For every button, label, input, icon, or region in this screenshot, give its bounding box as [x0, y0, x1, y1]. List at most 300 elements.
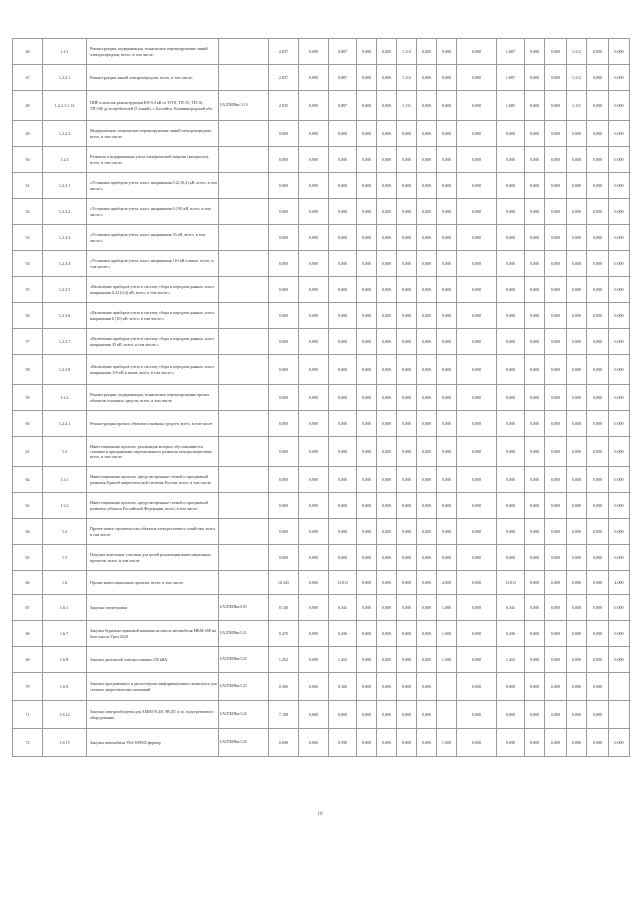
value-cell: 0,000 [457, 173, 497, 199]
value-cell: 0,000 [567, 251, 587, 277]
row-number-cell: 63 [13, 493, 43, 519]
value-cell: 0,000 [397, 329, 417, 355]
value-cell: 0,000 [567, 199, 587, 225]
value-cell: 0,000 [269, 225, 299, 251]
project-name-cell: Модернизация, техническое перевооружение линий электропередачи, всего, в том числе: [87, 121, 219, 147]
value-cell: 0,000 [587, 493, 609, 519]
value-cell: 0,000 [269, 173, 299, 199]
value-cell: 0,000 [377, 467, 397, 493]
value-cell: 0,000 [397, 385, 417, 411]
value-cell: 0,000 [609, 437, 630, 467]
project-name-cell: Реконструкция прочих объектов основных средств, всего, в том числе: [87, 411, 219, 437]
row-id-cell: 1.2.3.3 [43, 225, 87, 251]
value-cell: 0,000 [609, 355, 630, 385]
value-cell: 0,000 [497, 225, 525, 251]
row-id-cell: 1.2.3.2 [43, 199, 87, 225]
row-id-cell: 1.5 [43, 545, 87, 571]
value-cell: 0,000 [299, 355, 329, 385]
value-cell: 0,000 [397, 621, 417, 647]
value-cell: 1,685 [497, 91, 525, 121]
row-id-cell: 1.2.1 [43, 39, 87, 65]
project-name-cell: Закупка электрообогрева для АМВЛ-0,4/6 ЭВ ДТ и эл. подогреваемого оборудования [87, 701, 219, 729]
value-cell: 0,000 [269, 355, 299, 385]
value-cell: 0,000 [357, 91, 377, 121]
value-cell: 0,000 [299, 437, 329, 467]
value-cell: 0,000 [525, 519, 545, 545]
value-cell: 0,000 [609, 493, 630, 519]
project-name-cell: «Установка приборов учета, класс напряжения 6 (10) кВ, всего, в том числе:» [87, 199, 219, 225]
value-cell: 1,687 [497, 65, 525, 91]
value-cell: 0,000 [329, 467, 357, 493]
value-cell: 0,000 [357, 277, 377, 303]
value-cell: 0,000 [587, 673, 609, 701]
value-cell: 0,000 [609, 65, 630, 91]
value-cell: 0,000 [457, 411, 497, 437]
project-code-cell [219, 571, 269, 595]
value-cell: 0,000 [437, 303, 457, 329]
project-name-cell: «Установка приборов учета, класс напряжения 110 кВ и выше, всего, в том числе:» [87, 251, 219, 277]
value-cell: 0,000 [457, 467, 497, 493]
value-cell: 0,000 [457, 437, 497, 467]
value-cell: 0,000 [377, 385, 397, 411]
value-cell: 0,000 [299, 519, 329, 545]
project-code-cell [219, 199, 269, 225]
row-number-cell: 62 [13, 467, 43, 493]
table-row [13, 673, 630, 701]
value-cell: 0,000 [437, 277, 457, 303]
value-cell: 0,887 [329, 65, 357, 91]
table-row [13, 467, 630, 493]
value-cell: 0,000 [457, 729, 497, 757]
value-cell: 0,000 [545, 571, 567, 595]
value-cell: 0,000 [417, 199, 437, 225]
value-cell: 0,000 [457, 571, 497, 595]
row-id-cell: 1.2.3.4 [43, 251, 87, 277]
value-cell: 0,000 [437, 467, 457, 493]
value-cell: 0,000 [269, 251, 299, 277]
value-cell: 0,000 [357, 493, 377, 519]
value-cell: 0,000 [269, 493, 299, 519]
value-cell: 0,000 [457, 251, 497, 277]
row-id-cell: 1.3 [43, 437, 87, 467]
value-cell: 0,000 [609, 519, 630, 545]
value-cell: 0,000 [357, 385, 377, 411]
row-id-cell: 1.6 [43, 571, 87, 595]
page-number: 10 [317, 812, 323, 817]
value-cell: 0,000 [457, 647, 497, 673]
value-cell: 0,000 [377, 621, 397, 647]
value-cell: 1,112 [397, 65, 417, 91]
project-code-cell [219, 329, 269, 355]
row-id-cell: 1.2.2.2 [43, 121, 87, 147]
table-row [13, 493, 630, 519]
value-cell: 0,000 [609, 467, 630, 493]
value-cell: 0,000 [545, 65, 567, 91]
value-cell: 0,000 [299, 121, 329, 147]
value-cell: 0,000 [609, 199, 630, 225]
value-cell: 0,690 [497, 729, 525, 757]
value-cell: 0,000 [545, 303, 567, 329]
value-cell: 0,000 [357, 701, 377, 729]
value-cell: 0,000 [567, 595, 587, 621]
value-cell: 0,000 [377, 571, 397, 595]
value-cell [609, 701, 630, 729]
row-number-cell: 48 [13, 91, 43, 121]
row-id-cell: 1.2.2.1 [43, 65, 87, 91]
value-cell: 4,000 [437, 571, 457, 595]
value-cell: 0,000 [525, 437, 545, 467]
value-cell: 0,000 [329, 329, 357, 355]
value-cell: 0,000 [497, 355, 525, 385]
value-cell: 0,000 [417, 621, 437, 647]
value-cell: 0,000 [357, 355, 377, 385]
table-row [13, 545, 630, 571]
value-cell: 0,000 [457, 673, 497, 701]
value-cell: 0,000 [357, 39, 377, 65]
project-code-cell [219, 303, 269, 329]
value-cell: 0,000 [587, 519, 609, 545]
value-cell: 0,000 [525, 411, 545, 437]
value-cell: 0,000 [437, 519, 457, 545]
value-cell: 7,108 [269, 701, 299, 729]
value-cell: 0,000 [397, 147, 417, 173]
value-cell: 0,000 [269, 329, 299, 355]
value-cell: 0,000 [357, 65, 377, 91]
value-cell: 0,000 [437, 173, 457, 199]
value-cell: 0,000 [497, 493, 525, 519]
value-cell: 0,000 [609, 595, 630, 621]
value-cell: 0,000 [587, 199, 609, 225]
value-cell: 0,000 [417, 121, 437, 147]
value-cell: 0,000 [497, 385, 525, 411]
value-cell: 0,000 [377, 303, 397, 329]
value-cell: 0,000 [397, 121, 417, 147]
value-cell: 0,000 [545, 437, 567, 467]
value-cell: 0,000 [609, 303, 630, 329]
project-code-cell [219, 65, 269, 91]
value-cell: 0,000 [417, 647, 437, 673]
value-cell: 0,341 [497, 595, 525, 621]
value-cell: 0,000 [525, 621, 545, 647]
value-cell: 0,000 [525, 701, 545, 729]
table-row [13, 39, 630, 65]
value-cell: 0,000 [329, 385, 357, 411]
project-name-cell: Закупка автомобиля УАЗ-390945 фермер [87, 729, 219, 757]
row-number-cell: 61 [13, 437, 43, 467]
value-cell: 0,000 [417, 385, 437, 411]
table-row [13, 571, 630, 595]
value-cell: 0,000 [587, 225, 609, 251]
row-number-cell: 55 [13, 277, 43, 303]
value-cell: 0,000 [417, 571, 437, 595]
value-cell: 0,000 [397, 251, 417, 277]
value-cell: 0,000 [299, 39, 329, 65]
value-cell: 0,000 [609, 225, 630, 251]
value-cell: 0,000 [357, 647, 377, 673]
value-cell: 0,000 [269, 303, 299, 329]
row-id-cell: 1.3.1 [43, 467, 87, 493]
value-cell: 0,000 [437, 251, 457, 277]
value-cell: 0,000 [299, 571, 329, 595]
value-cell: 0,000 [457, 329, 497, 355]
project-name-cell: Закупка дизельной электростанции 250 кВА [87, 647, 219, 673]
value-cell: 0,000 [269, 411, 299, 437]
value-cell: 0,000 [457, 65, 497, 91]
value-cell: 0,000 [269, 385, 299, 411]
value-cell: 0,000 [545, 91, 567, 121]
value-cell: 0,000 [457, 519, 497, 545]
value-cell: 0,000 [457, 277, 497, 303]
row-id-cell: 1.2.2.1.1.13 [43, 91, 87, 121]
value-cell [437, 701, 457, 729]
value-cell: 0,000 [397, 595, 417, 621]
value-cell: 0,000 [397, 729, 417, 757]
value-cell: 0,000 [299, 493, 329, 519]
value-cell: 0,000 [457, 701, 497, 729]
value-cell: 0,000 [497, 199, 525, 225]
value-cell: 0,000 [497, 277, 525, 303]
value-cell: 0,000 [587, 251, 609, 277]
value-cell: 1,112 [567, 65, 587, 91]
value-cell: 0,000 [357, 519, 377, 545]
value-cell: 0,470 [269, 621, 299, 647]
value-cell: 0,000 [417, 701, 437, 729]
table-row [13, 621, 630, 647]
value-cell: 0,000 [299, 199, 329, 225]
table-row [13, 303, 630, 329]
value-cell: 0,000 [587, 277, 609, 303]
project-code-cell: I/АСПМ/Янт.5.23 [219, 673, 269, 701]
value-cell: 0,000 [377, 355, 397, 385]
value-cell: 0,000 [609, 91, 630, 121]
value-cell: 0,000 [545, 493, 567, 519]
value-cell: 0,000 [269, 437, 299, 467]
table-row [13, 519, 630, 545]
value-cell: 0,000 [417, 595, 437, 621]
value-cell: 0,000 [525, 225, 545, 251]
project-code-cell [219, 147, 269, 173]
value-cell: 0,000 [269, 277, 299, 303]
project-code-cell [219, 519, 269, 545]
value-cell: 0,000 [357, 329, 377, 355]
value-cell: 0,000 [377, 437, 397, 467]
value-cell: 0,000 [417, 729, 437, 757]
value-cell: 0,000 [457, 121, 497, 147]
table-row [13, 173, 630, 199]
row-id-cell: 1.2.4.1 [43, 411, 87, 437]
value-cell: 0,000 [497, 303, 525, 329]
value-cell: 0,000 [525, 673, 545, 701]
row-number-cell: 51 [13, 173, 43, 199]
value-cell: 0,000 [525, 729, 545, 757]
value-cell: 0,000 [567, 303, 587, 329]
value-cell: 0,000 [357, 467, 377, 493]
value-cell: 0,000 [609, 729, 630, 757]
table-row [13, 199, 630, 225]
value-cell: 0,000 [299, 701, 329, 729]
value-cell: 0,341 [329, 595, 357, 621]
value-cell: 0,000 [299, 467, 329, 493]
value-cell: 0,000 [417, 173, 437, 199]
value-cell: 0,000 [377, 329, 397, 355]
value-cell: 0,000 [525, 173, 545, 199]
value-cell: 0,000 [437, 65, 457, 91]
value-cell: 0,000 [609, 39, 630, 65]
table-row [13, 595, 630, 621]
value-cell: 0,000 [567, 437, 587, 467]
value-cell: 0,000 [567, 519, 587, 545]
value-cell: 0,000 [417, 225, 437, 251]
value-cell: 0,000 [437, 39, 457, 65]
value-cell: 0,000 [299, 411, 329, 437]
value-cell: 0,000 [357, 571, 377, 595]
value-cell: 0,000 [377, 493, 397, 519]
value-cell: 0,000 [497, 673, 525, 701]
value-cell: 0,000 [329, 437, 357, 467]
value-cell: 0,000 [417, 39, 437, 65]
value-cell: 0,000 [609, 173, 630, 199]
value-cell: 0,000 [377, 701, 397, 729]
value-cell: 0,000 [437, 121, 457, 147]
value-cell: 0,000 [587, 91, 609, 121]
value-cell: 0,000 [457, 39, 497, 65]
value-cell: 0,000 [587, 329, 609, 355]
value-cell: 0,000 [609, 545, 630, 571]
value-cell: 0,000 [457, 91, 497, 121]
value-cell: 0,000 [437, 147, 457, 173]
value-cell: 0,000 [587, 437, 609, 467]
value-cell: 16,345 [269, 571, 299, 595]
value-cell: 0,000 [299, 251, 329, 277]
value-cell: 1,112 [567, 39, 587, 65]
value-cell: 0,000 [329, 545, 357, 571]
value-cell: 0,000 [497, 121, 525, 147]
value-cell: 2,837 [269, 65, 299, 91]
value-cell: 0,000 [329, 199, 357, 225]
value-cell: 0,000 [417, 277, 437, 303]
project-code-cell: I/АСПМ/Янт.5.28 [219, 729, 269, 757]
value-cell: 1,000 [437, 729, 457, 757]
value-cell: 0,000 [269, 199, 299, 225]
value-cell: 0,000 [545, 385, 567, 411]
value-cell: 0,000 [437, 199, 457, 225]
value-cell: 0,000 [587, 595, 609, 621]
value-cell: 0,436 [329, 621, 357, 647]
value-cell: 0,000 [545, 329, 567, 355]
value-cell: 0,000 [377, 545, 397, 571]
value-cell: 0,000 [357, 199, 377, 225]
value-cell: 0,000 [329, 493, 357, 519]
value-cell: 0,000 [545, 147, 567, 173]
table-row [13, 147, 630, 173]
table-row [13, 225, 630, 251]
project-code-cell: I/АСПМ/Янт. 5.10 [219, 91, 269, 121]
project-name-cell: Покупка земельных участков для целей реализации инвестиционных проектов, всего, в том числе: [87, 545, 219, 571]
value-cell: 0,000 [397, 493, 417, 519]
table-row [13, 277, 630, 303]
value-cell: 0,887 [329, 39, 357, 65]
value-cell: 0,000 [609, 647, 630, 673]
row-id-cell: 1.2.3.8 [43, 355, 87, 385]
value-cell: 0,000 [457, 225, 497, 251]
project-name-cell: Развитие и модернизация учета электрической энергии (мощности), всего, в том числе: [87, 147, 219, 173]
value-cell: 0,000 [587, 39, 609, 65]
value-cell: 0,000 [609, 147, 630, 173]
value-cell: 0,000 [397, 225, 417, 251]
value-cell: 0,000 [587, 545, 609, 571]
value-cell: 0,000 [417, 437, 437, 467]
row-id-cell: 1.6.15 [43, 729, 87, 757]
value-cell: 0,000 [587, 355, 609, 385]
table-row [13, 65, 630, 91]
value-cell: 0,000 [545, 729, 567, 757]
project-code-cell: I/АСПМ/Янт.5.26 [219, 701, 269, 729]
value-cell: 0,000 [269, 545, 299, 571]
value-cell: 0,000 [545, 251, 567, 277]
value-cell: 0,000 [329, 519, 357, 545]
value-cell: 0,000 [545, 545, 567, 571]
row-id-cell: 1.2.3.1 [43, 173, 87, 199]
row-number-cell: 60 [13, 411, 43, 437]
value-cell: 0,000 [457, 385, 497, 411]
value-cell: 0,000 [397, 647, 417, 673]
value-cell: 1,452 [497, 647, 525, 673]
value-cell: 0,000 [525, 91, 545, 121]
value-cell: 0,000 [567, 647, 587, 673]
row-number-cell: 52 [13, 199, 43, 225]
value-cell: 0,000 [587, 173, 609, 199]
value-cell: 0,000 [397, 571, 417, 595]
value-cell: 0,000 [609, 411, 630, 437]
value-cell: 0,000 [567, 329, 587, 355]
value-cell: 0,000 [417, 251, 437, 277]
value-cell: 2,837 [269, 39, 299, 65]
value-cell: 0,000 [397, 545, 417, 571]
value-cell: 0,000 [567, 173, 587, 199]
value-cell: 0,000 [377, 411, 397, 437]
value-cell: 0,000 [567, 673, 587, 701]
value-cell: 1,111 [397, 91, 417, 121]
value-cell: 0,000 [417, 355, 437, 385]
value-cell: 0,000 [377, 729, 397, 757]
value-cell: 0,000 [545, 277, 567, 303]
value-cell: 0,000 [377, 91, 397, 121]
value-cell: 0,000 [377, 39, 397, 65]
value-cell: 0,000 [417, 467, 437, 493]
project-code-cell [219, 411, 269, 437]
value-cell: 0,000 [329, 225, 357, 251]
table-row [13, 437, 630, 467]
project-name-cell: Реконструкция линий электропередачи, всего, в том числе: [87, 65, 219, 91]
value-cell: 0,000 [497, 701, 525, 729]
value-cell: 0,000 [545, 673, 567, 701]
value-cell: 0,000 [329, 251, 357, 277]
value-cell: 0,000 [397, 303, 417, 329]
project-code-cell [219, 277, 269, 303]
value-cell: 0,000 [545, 225, 567, 251]
value-cell: 0,000 [567, 701, 587, 729]
value-cell: 0,000 [397, 437, 417, 467]
value-cell: 0,000 [567, 277, 587, 303]
value-cell: 0,000 [587, 147, 609, 173]
value-cell: 0,000 [357, 673, 377, 701]
project-name-cell: Инвестиционные проекты, предусмотренные схемой и программой развития субъекта Российской Федерации, всего, в том числе: [87, 493, 219, 519]
value-cell: 1,452 [269, 647, 299, 673]
project-code-cell [219, 39, 269, 65]
investment-program-table [12, 38, 630, 757]
row-number-cell: 56 [13, 303, 43, 329]
value-cell: 0,000 [545, 467, 567, 493]
